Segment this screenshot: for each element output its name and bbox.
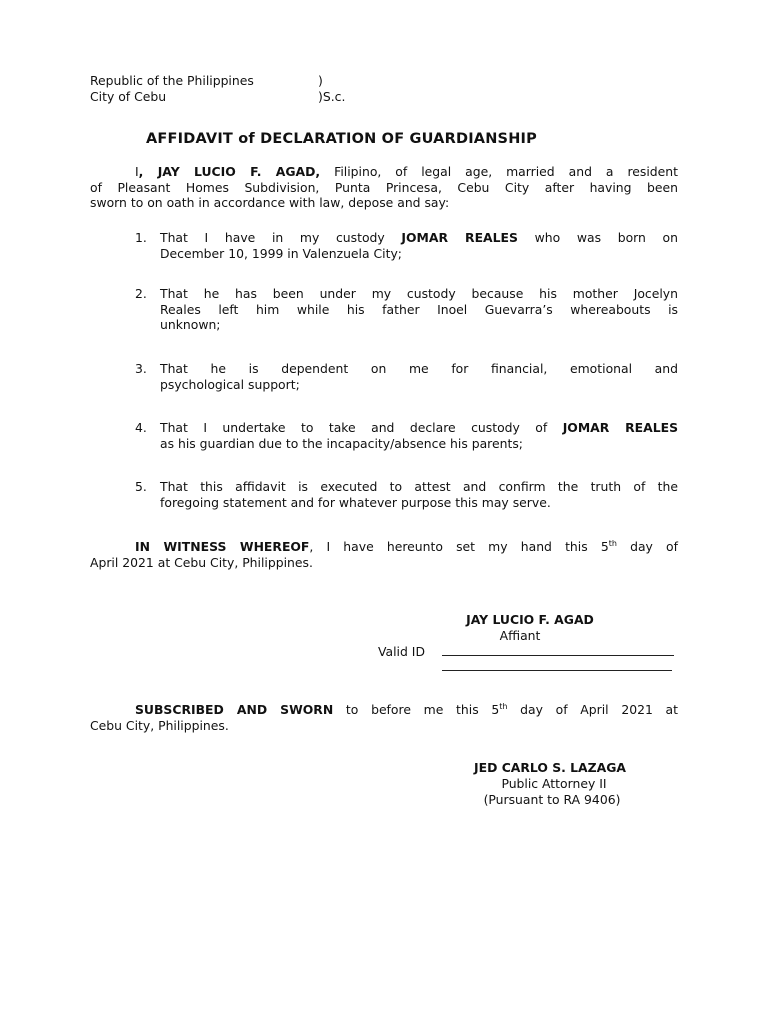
witness-line-1-text: , I have hereunto set my hand this 5 <box>309 539 609 554</box>
venue-paren-1 <box>318 73 323 89</box>
jurat-heading: SUBSCRIBED AND SWORN <box>135 702 334 717</box>
officer-name: JED CARLO S. LAZAGA <box>474 760 626 775</box>
officer-title: Public Attorney II <box>501 776 607 791</box>
item-number: 4. <box>135 420 147 435</box>
item-text <box>160 420 678 451</box>
item-1-line-1 <box>160 230 678 246</box>
item-number: 1. <box>135 230 147 245</box>
witness-ordinal: th <box>608 538 617 548</box>
item-1-text-a: That I have in my custody <box>160 230 402 245</box>
item-4-text-a: That I undertake to take and declare custody of <box>160 420 563 435</box>
item-text <box>160 230 678 261</box>
item-2-line-3: unknown; <box>160 317 221 332</box>
item-number: 5. <box>135 479 147 494</box>
valid-id-field-line[interactable] <box>442 655 674 656</box>
valid-id-label: Valid ID <box>378 644 425 659</box>
jurat-line-1-end: day of April 2021 at <box>507 702 679 717</box>
jurat-line-1 <box>90 702 678 718</box>
venue-city-text: City of Cebu <box>90 89 167 104</box>
item-1-line-2: December 10, 1999 in Valenzuela City; <box>160 245 402 261</box>
child-name: JOMAR REALES <box>401 230 518 245</box>
witness-line-2: April 2021 at Cebu City, Philippines. <box>90 554 313 570</box>
item-4-line-1 <box>160 420 678 436</box>
intro-pronoun: I <box>135 164 139 179</box>
item-number: 2. <box>135 286 147 301</box>
intro-line-1 <box>90 164 678 180</box>
item-number: 3. <box>135 361 147 376</box>
intro-line-3: sworn to on oath in accordance with law, depose and say: <box>90 195 450 210</box>
jurat-paragraph <box>90 702 678 733</box>
jurat-line-2: Cebu City, Philippines. <box>90 717 229 733</box>
intro-line-2: of Pleasant Homes Subdivision, Punta Princesa, Cebu City after having been <box>90 179 678 195</box>
venue-paren-2 <box>318 89 345 105</box>
jurat-line-1-text: to before me this 5 <box>333 702 500 717</box>
affiant-name-inline: , JAY LUCIO F. AGAD, <box>138 164 321 179</box>
witness-line-1 <box>90 539 678 555</box>
item-2-line-2: Reales left him while his father Inoel Guevarra’s whereabouts is <box>160 301 678 317</box>
affiant-signature-name: JAY LUCIO F. AGAD <box>466 612 594 627</box>
document-title: AFFIDAVIT of DECLARATION OF GUARDIANSHIP <box>146 131 537 147</box>
item-3-line-1: That he is dependent on me for financial, emotional and <box>160 361 678 376</box>
affiant-role: Affiant <box>499 628 541 643</box>
venue-republic-text: Republic of the Philippines <box>90 73 254 88</box>
venue-paren-2-text: )S.c. <box>318 89 346 104</box>
intro-paragraph <box>90 164 678 211</box>
item-text <box>160 479 678 510</box>
venue-line-city <box>90 89 166 105</box>
item-3-line-2: psychological support; <box>160 376 300 392</box>
item-1-text-c: who was born on <box>517 230 678 245</box>
witness-heading: IN WITNESS WHEREOF <box>135 539 310 554</box>
valid-id-field-line-2[interactable] <box>442 670 672 671</box>
venue-paren-1-text: ) <box>318 73 323 88</box>
item-4-line-2: as his guardian due to the incapacity/absence his parents; <box>160 435 523 451</box>
item-text <box>160 361 678 392</box>
intro-line-1-rest: Filipino, of legal age, married and a resident <box>320 164 678 179</box>
witness-line-1-end: day of <box>616 539 678 554</box>
venue-line-republic <box>90 73 254 89</box>
item-5-line-2: foregoing statement and for whatever purpose this may serve. <box>160 494 551 510</box>
witness-paragraph <box>90 539 678 570</box>
jurat-ordinal: th <box>499 701 508 711</box>
item-text <box>160 286 678 333</box>
officer-authority: (Pursuant to RA 9406) <box>483 792 621 807</box>
item-5-line-1: That this affidavit is executed to attest and confirm the truth of the <box>160 479 678 494</box>
item-2-line-1: That he has been under my custody because his mother Jocelyn <box>160 286 678 301</box>
child-name: JOMAR REALES <box>562 420 678 435</box>
